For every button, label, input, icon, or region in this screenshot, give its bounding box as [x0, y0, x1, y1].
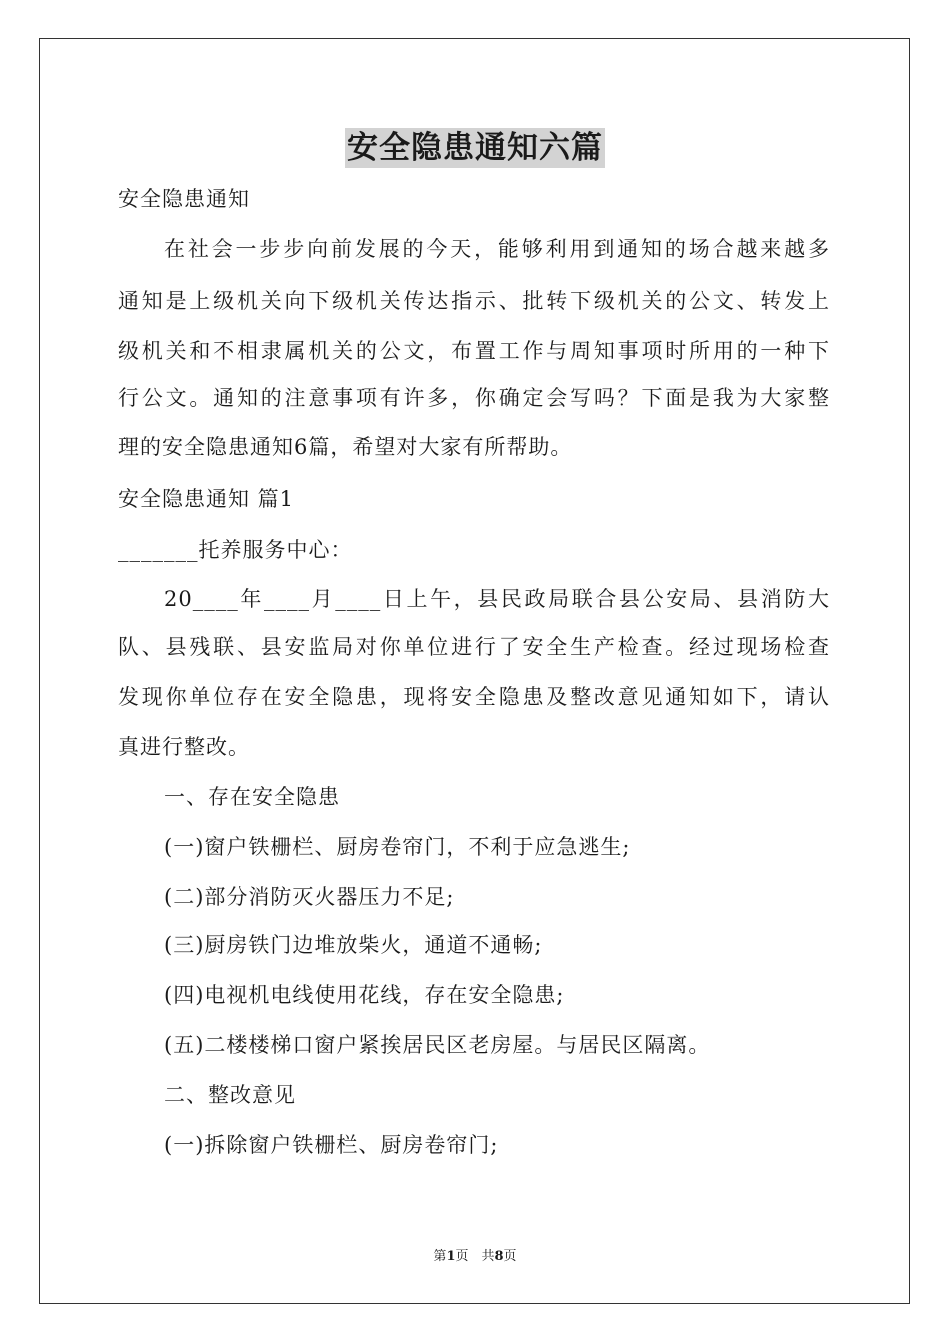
- page-border: [39, 38, 910, 1304]
- body-line-2: 队、县残联、县安监局对你单位进行了安全生产检查。经过现场检查: [118, 635, 830, 659]
- hazard-item-1: (一)窗户铁栅栏、厨房卷帘门，不利于应急逃生;: [164, 835, 631, 859]
- document-title-wrap: [0, 128, 950, 168]
- footer-page-number: 1: [446, 1249, 456, 1264]
- page-footer: [0, 1248, 950, 1266]
- footer-middle: 页 共: [455, 1249, 495, 1264]
- hazard-item-2: (二)部分消防灭火器压力不足;: [164, 885, 455, 909]
- hazard-item-3: (三)厨房铁门边堆放柴火，通道不通畅;: [164, 933, 543, 957]
- hazard-item-5: (五)二楼楼梯口窗户紧挨居民区老房屋。与居民区隔离。: [164, 1033, 711, 1057]
- recipient-line: _______托养服务中心：: [118, 538, 353, 562]
- fix-item-1: (一)拆除窗户铁栅栏、厨房卷帘门;: [164, 1133, 499, 1157]
- section-heading: 安全隐患通知 篇1: [118, 487, 295, 511]
- intro-line-1: 在社会一步步向前发展的今天，能够利用到通知的场合越来越多: [164, 237, 830, 261]
- footer-suffix: 页: [503, 1249, 517, 1264]
- footer-prefix: 第: [433, 1249, 447, 1264]
- intro-line-4: 行公文。通知的注意事项有许多，你确定会写吗？下面是我为大家整: [118, 386, 830, 410]
- intro-line-2: 通知是上级机关向下级机关传达指示、批转下级机关的公文、转发上: [118, 289, 830, 313]
- part1-heading: 一、存在安全隐患: [164, 785, 340, 809]
- intro-line-3: 级机关和不相隶属机关的公文，布置工作与周知事项时所用的一种下: [118, 339, 830, 363]
- footer-total-pages: 8: [494, 1249, 504, 1264]
- hazard-item-4: (四)电视机电线使用花线，存在安全隐患;: [164, 983, 565, 1007]
- document-title: 安全隐患通知六篇: [347, 130, 603, 166]
- part2-heading: 二、整改意见: [164, 1083, 296, 1107]
- body-line-3: 发现你单位存在安全隐患，现将安全隐患及整改意见通知如下，请认: [118, 685, 830, 709]
- intro-line-5: 理的安全隐患通知6篇，希望对大家有所帮助。: [118, 435, 573, 459]
- body-line-4: 真进行整改。: [118, 735, 250, 759]
- body-line-1: 20____年____月____日上午，县民政局联合县公安局、县消防大: [164, 587, 830, 611]
- subtitle: 安全隐患通知: [118, 187, 250, 211]
